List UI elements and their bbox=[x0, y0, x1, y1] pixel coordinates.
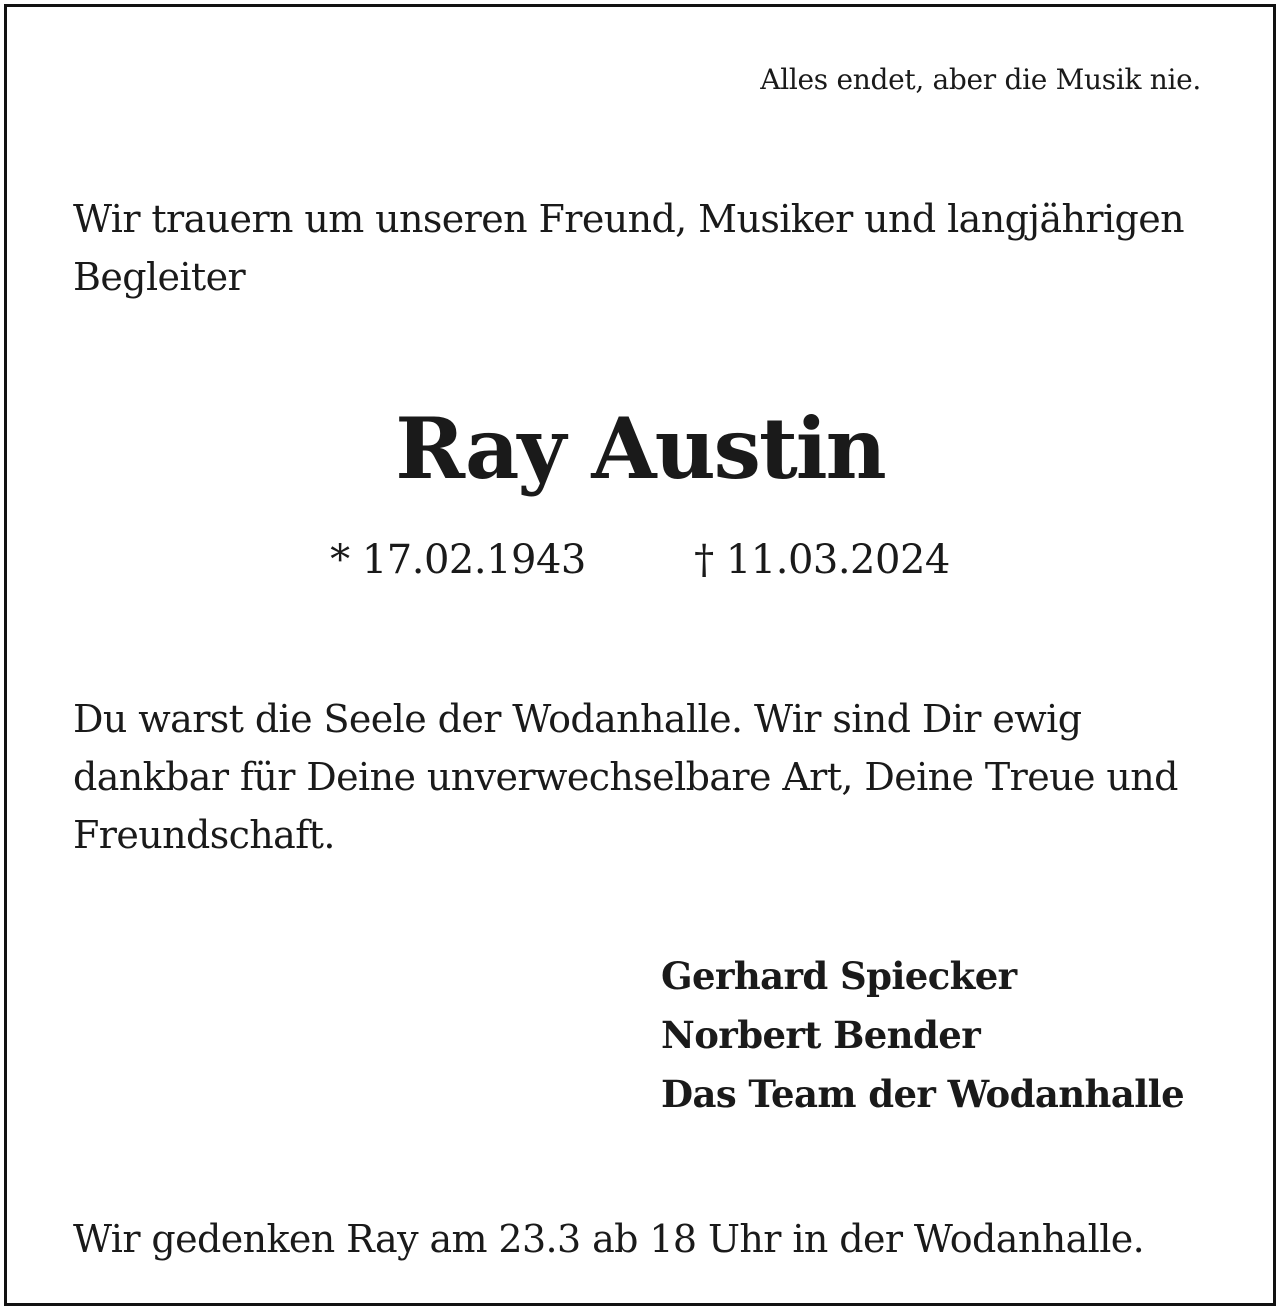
deceased-name: Ray Austin bbox=[395, 399, 885, 498]
obituary-frame bbox=[4, 4, 1276, 1306]
signer-name: Das Team der Wodanhalle bbox=[661, 1072, 1185, 1116]
tribute-text: Du warst die Seele der Wodanhalle. Wir sind Dir ewig dankbar für Deine unverwechselbare Art, Deine Treue und Freundschaft. bbox=[73, 697, 1178, 857]
intro-text: Wir trauern um unseren Freund, Musiker und langjährigen Begleiter bbox=[73, 197, 1185, 299]
life-dates bbox=[7, 537, 1273, 583]
signer-name: Norbert Bender bbox=[661, 1013, 981, 1057]
signers-list bbox=[661, 947, 1184, 1124]
death-date: † 11.03.2024 bbox=[694, 537, 950, 583]
birth-date: * 17.02.1943 bbox=[330, 537, 586, 583]
signer-name: Gerhard Spiecker bbox=[661, 954, 1017, 998]
memorial-notice: Wir gedenken Ray am 23.3 ab 18 Uhr in der Wodanhalle. bbox=[73, 1217, 1145, 1261]
motto-quote: Alles endet, aber die Musik nie. bbox=[760, 63, 1201, 96]
